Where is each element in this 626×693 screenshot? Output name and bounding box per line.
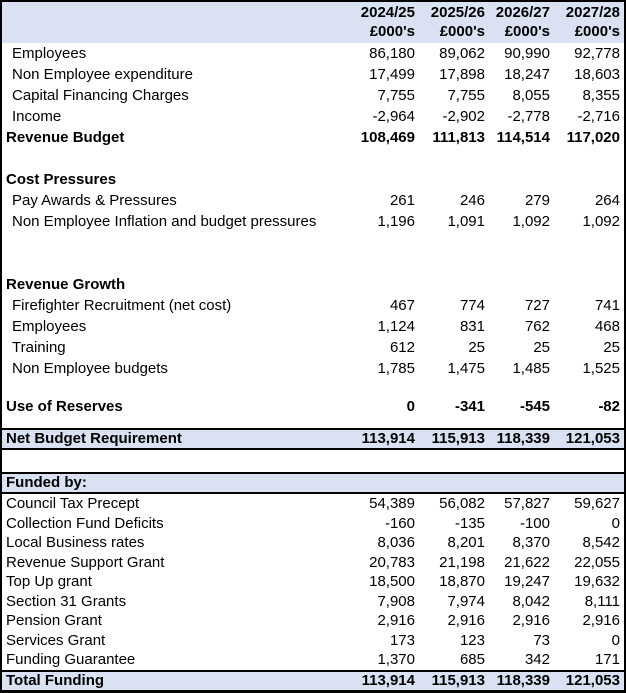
value-cell: 0 [611, 514, 620, 532]
row-label: Cost Pressures [6, 171, 117, 188]
column-unit: £000's [574, 23, 620, 40]
value-cell: 114,514 [496, 129, 550, 146]
value-cell: 89,062 [439, 45, 485, 62]
value-cell: 2,916 [512, 612, 550, 629]
value-cell: 0 [406, 398, 415, 415]
value-cell: 92,778 [574, 45, 620, 62]
value-cell: 831 [459, 318, 485, 335]
column-header-2025-26: 2025/26 [430, 4, 485, 21]
row-label: Funding Guarantee [6, 651, 136, 668]
value-cell [349, 474, 419, 492]
value-cell: 1,785 [377, 360, 415, 377]
table-row [2, 572, 624, 592]
value-cell: 18,603 [574, 66, 620, 83]
value-cell: 117,020 [566, 129, 620, 146]
row-label: Funded by: [6, 474, 87, 491]
table-row [2, 592, 624, 612]
row-label: Pension Grant [6, 612, 102, 629]
table-row [2, 85, 624, 106]
value-cell: 246 [459, 192, 485, 209]
table-row [2, 553, 624, 573]
value-cell: -2,716 [577, 108, 620, 125]
spacer-row [2, 148, 624, 169]
value-cell: 171 [594, 651, 620, 668]
value-cell: -2,902 [442, 108, 485, 125]
value-cell: 741 [594, 297, 620, 314]
column-header-2026-27: 2026/27 [495, 4, 550, 21]
row-label: Council Tax Precept [6, 495, 140, 512]
table-body [2, 43, 624, 692]
column-unit: £000's [504, 23, 550, 40]
section-header-row [2, 169, 624, 190]
spacer-row [2, 417, 624, 428]
row-label: Local Business rates [6, 534, 145, 551]
spacer-row [2, 379, 624, 396]
table-row [2, 295, 624, 316]
highlight-row [2, 472, 624, 494]
value-cell: 86,180 [369, 45, 415, 62]
value-cell [489, 169, 554, 190]
table-row [2, 494, 624, 514]
table-row [2, 64, 624, 85]
value-cell: 54,389 [369, 495, 415, 512]
value-cell: 123 [459, 631, 485, 649]
value-cell: 261 [389, 192, 415, 209]
header-label-spacer [2, 22, 349, 41]
header-units-row [2, 22, 624, 41]
value-cell: 56,082 [439, 495, 485, 512]
table-row [2, 337, 624, 358]
value-cell: 0 [611, 631, 620, 649]
row-label: Non Employee expenditure [12, 66, 193, 83]
value-cell: 8,201 [447, 534, 485, 551]
row-label: Top Up grant [6, 573, 92, 590]
value-cell: 115,913 [431, 671, 485, 689]
table-row [2, 127, 624, 148]
header-label-spacer [2, 3, 349, 22]
value-cell: 18,500 [369, 573, 415, 590]
value-cell: 19,247 [504, 573, 550, 590]
value-cell [554, 474, 624, 492]
value-cell: -82 [598, 398, 620, 415]
value-cell: 2,916 [377, 612, 415, 629]
value-cell: -100 [519, 514, 550, 532]
row-label: Section 31 Grants [6, 592, 127, 610]
value-cell: 19,632 [574, 573, 620, 590]
value-cell: 17,898 [439, 66, 485, 83]
value-cell: 727 [524, 297, 550, 314]
value-cell: 113,914 [361, 671, 415, 689]
value-cell: -2,778 [507, 108, 550, 125]
spacer-row [2, 232, 624, 274]
value-cell: 685 [459, 651, 485, 668]
row-label: Services Grant [6, 631, 106, 649]
row-label: Total Funding [6, 671, 105, 689]
value-cell: 8,370 [512, 534, 550, 551]
row-label: Non Employee Inflation and budget pressures [12, 213, 317, 230]
value-cell: 8,036 [377, 534, 415, 551]
value-cell: 8,111 [584, 592, 620, 610]
value-cell: 467 [389, 297, 415, 314]
value-cell: 1,525 [582, 360, 620, 377]
value-cell: 57,827 [504, 495, 550, 512]
column-unit: £000's [369, 23, 415, 40]
row-label: Employees [12, 45, 87, 62]
value-cell: 1,092 [582, 213, 620, 230]
value-cell: 25 [533, 339, 550, 356]
value-cell: 121,053 [565, 430, 620, 447]
value-cell: 118,339 [496, 430, 550, 447]
value-cell: 612 [389, 339, 415, 356]
value-cell: 7,974 [447, 592, 485, 610]
column-header-2027-28: 2027/28 [565, 4, 620, 21]
value-cell: 279 [524, 192, 550, 209]
table-header [2, 2, 624, 43]
value-cell: 7,755 [377, 87, 415, 104]
value-cell: 73 [533, 631, 550, 649]
row-label: Training [12, 339, 66, 356]
table-row [2, 611, 624, 631]
value-cell: 762 [524, 318, 550, 335]
value-cell: 1,485 [512, 360, 550, 377]
value-cell: 1,196 [377, 213, 415, 230]
value-cell: 1,475 [447, 360, 485, 377]
value-cell: 342 [524, 651, 550, 668]
value-cell [419, 169, 489, 190]
table-row [2, 316, 624, 337]
value-cell: -135 [454, 514, 485, 532]
value-cell [489, 274, 554, 295]
table-row [2, 106, 624, 127]
value-cell: -545 [519, 398, 550, 415]
row-label: Non Employee budgets [12, 360, 168, 377]
value-cell [419, 274, 489, 295]
value-cell [349, 169, 419, 190]
row-label: Income [12, 108, 62, 125]
value-cell [554, 169, 624, 190]
column-header-2024-25: 2024/25 [360, 4, 415, 21]
value-cell: 7,755 [447, 87, 485, 104]
value-cell: 1,370 [377, 651, 415, 668]
row-label: Capital Financing Charges [12, 87, 189, 104]
table-row [2, 631, 624, 651]
row-label: Firefighter Recruitment (net cost) [12, 297, 232, 314]
value-cell: 115,913 [431, 430, 485, 447]
value-cell: 1,091 [447, 213, 485, 230]
value-cell: 18,870 [439, 573, 485, 590]
row-label: Net Budget Requirement [6, 430, 182, 447]
value-cell: 7,908 [377, 592, 415, 610]
value-cell: 8,042 [512, 592, 550, 610]
value-cell: 90,990 [504, 45, 550, 62]
value-cell: 264 [594, 192, 620, 209]
row-label: Collection Fund Deficits [6, 514, 164, 532]
value-cell: 25 [603, 339, 620, 356]
value-cell: 468 [594, 318, 620, 335]
highlight-row [2, 428, 624, 450]
table-row [2, 650, 624, 670]
value-cell: 2,916 [447, 612, 485, 629]
value-cell: -160 [384, 514, 415, 532]
value-cell: 1,092 [512, 213, 550, 230]
value-cell [489, 474, 554, 492]
value-cell: 8,542 [582, 534, 620, 551]
table-row [2, 211, 624, 232]
value-cell: 8,355 [582, 87, 620, 104]
value-cell [419, 474, 489, 492]
value-cell: 774 [459, 297, 485, 314]
column-unit: £000's [439, 23, 485, 40]
value-cell: 21,198 [439, 553, 485, 571]
table-row [2, 190, 624, 211]
value-cell: 25 [468, 339, 485, 356]
value-cell: 121,053 [565, 671, 620, 689]
value-cell: 108,469 [360, 129, 415, 146]
value-cell: 17,499 [369, 66, 415, 83]
row-label: Revenue Support Grant [6, 553, 165, 571]
value-cell: 118,339 [496, 671, 550, 689]
highlight-row [2, 670, 624, 692]
value-cell: -341 [454, 398, 485, 415]
value-cell: 18,247 [504, 66, 550, 83]
value-cell: 2,916 [582, 612, 620, 629]
table-row [2, 514, 624, 534]
value-cell: 173 [389, 631, 415, 649]
value-cell: 1,124 [377, 318, 415, 335]
value-cell: -2,964 [372, 108, 415, 125]
value-cell: 22,055 [574, 553, 620, 571]
value-cell [349, 274, 419, 295]
table-row [2, 43, 624, 64]
value-cell: 111,813 [432, 129, 485, 146]
table-row [2, 533, 624, 553]
row-label: Pay Awards & Pressures [12, 192, 177, 209]
value-cell: 59,627 [574, 495, 620, 512]
value-cell: 113,914 [361, 430, 415, 447]
row-label: Revenue Budget [6, 129, 125, 146]
header-years-row [2, 3, 624, 22]
value-cell: 8,055 [512, 87, 550, 104]
row-label: Employees [12, 318, 87, 335]
section-header-row [2, 274, 624, 295]
value-cell: 20,783 [369, 553, 415, 571]
table-row [2, 396, 624, 417]
value-cell [554, 274, 624, 295]
table-row [2, 358, 624, 379]
row-label: Revenue Growth [6, 276, 126, 293]
value-cell: 21,622 [504, 553, 550, 571]
spacer-row [2, 450, 624, 472]
row-label: Use of Reserves [6, 398, 123, 415]
